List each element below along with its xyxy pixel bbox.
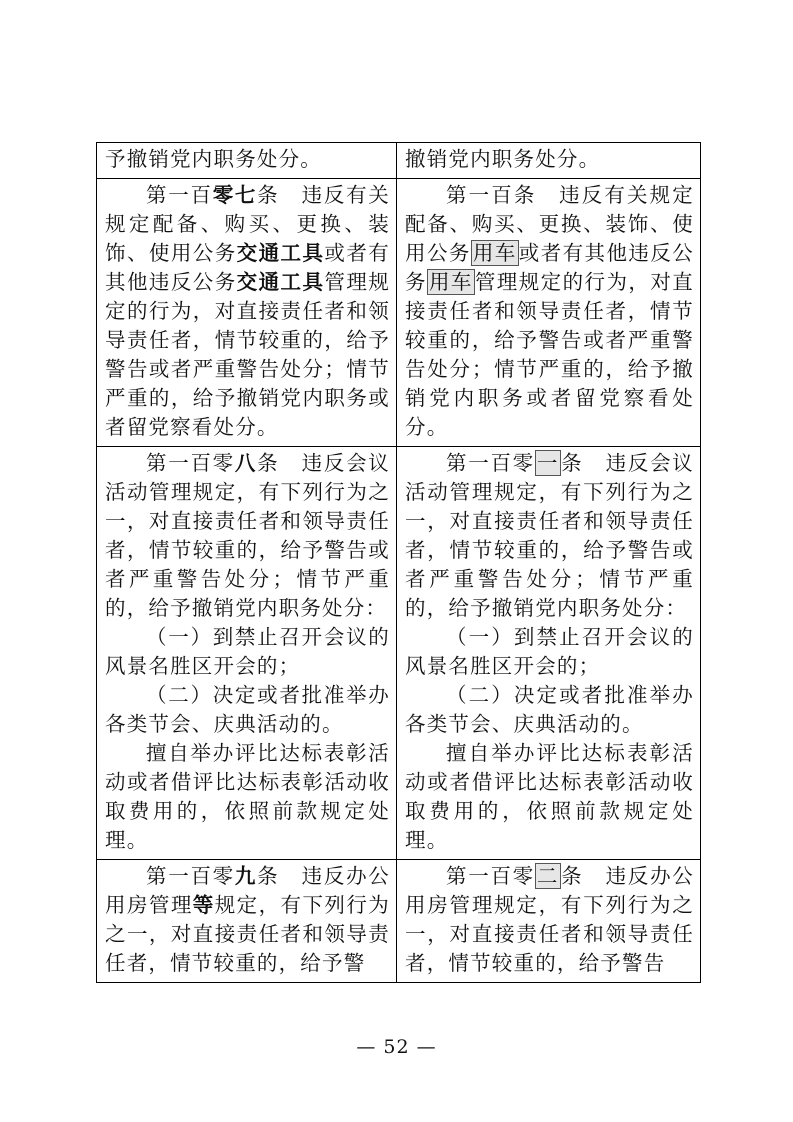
- revised-article-cell: [97, 179, 397, 447]
- article-paragraph: [405, 449, 694, 623]
- changed-text-bold: 八: [234, 451, 258, 475]
- page-number: — 52 —: [356, 1036, 437, 1058]
- changed-text-bold: 九: [234, 864, 258, 888]
- text-segment: 撤销党内职务处分。: [405, 147, 601, 171]
- comparison-table-body: [97, 143, 701, 983]
- changed-text-boxed: 用车: [472, 241, 517, 265]
- original-article-cell: [397, 447, 701, 860]
- revised-article-cell: [97, 447, 397, 860]
- text-segment: 第一百零: [446, 864, 535, 888]
- table-row: [97, 447, 701, 860]
- text-segment: 条 违反会议活动管理规定，有下列行为之一，对直接责任者和领导责任者，情节较重的，给予警告或者严重警告处分；情节严重的，给予撤销党内职务处分：: [405, 451, 694, 620]
- table-row: [97, 143, 701, 179]
- text-segment: 或者有其他违反公务: [405, 241, 694, 294]
- text-segment: （二）决定或者批准举办各类节会、庆典活动的。: [405, 683, 694, 736]
- article-paragraph: [405, 862, 694, 978]
- revised-article-cell: [97, 860, 397, 983]
- article-paragraph: [405, 623, 694, 681]
- text-segment: 第一百零: [446, 451, 535, 475]
- text-segment: 第一百: [146, 183, 213, 207]
- text-segment: 第一百条 违反有关规定配备、购买、更换、装饰、使用公务: [405, 183, 694, 265]
- table-row: [97, 179, 701, 447]
- text-segment: 条 违反会议活动管理规定，有下列行为之一，对直接责任者和领导责任者，情节较重的，给予警告或者严重警告处分；情节严重的，给予撤销党内职务处分：: [105, 451, 390, 620]
- article-paragraph: [405, 739, 694, 855]
- text-segment: （一）到禁止召开会议的风景名胜区开会的；: [405, 625, 694, 678]
- changed-text-boxed: 用车: [428, 270, 473, 294]
- changed-text-bold: 交通工具: [236, 241, 325, 265]
- article-paragraph: [105, 681, 390, 739]
- text-segment: 管理规定的行为，对直接责任者和领导责任者，情节较重的，给予警告或者严重警告处分；情节严重的，给予撤销党内职务或者留党察看处分。: [405, 270, 695, 439]
- text-segment: 或者有其他违反公务: [105, 241, 390, 294]
- comparison-table: [96, 142, 701, 983]
- text-segment: 擅自举办评比达标表彰活动或者借评比达标表彰活动收取费用的，依照前款规定处理。: [405, 741, 694, 852]
- original-article-cell: [397, 143, 701, 179]
- text-segment: 条 违反办公用房管理: [105, 864, 390, 917]
- article-paragraph: [405, 181, 694, 442]
- article-paragraph: [105, 449, 390, 623]
- text-segment: （一）到禁止召开会议的风景名胜区开会的；: [105, 625, 390, 678]
- text-segment: 条 违反有关规定配备、购买、更换、装饰、使用公务: [105, 183, 390, 265]
- article-paragraph: [405, 681, 694, 739]
- article-paragraph: [105, 623, 390, 681]
- text-segment: 第一百零: [146, 451, 235, 475]
- text-segment: 管理规定的行为，对直接责任者和领导责任者，情节较重的，给予警告或者严重警告处分；情节严重的，给予撤销党内职务或者留党察看处分。: [105, 270, 390, 439]
- changed-text-bold: 零七: [212, 183, 258, 207]
- changed-text-bold: 交通工具: [236, 270, 325, 294]
- text-segment: 第一百零: [146, 864, 235, 888]
- original-article-cell: [397, 179, 701, 447]
- article-paragraph: [105, 739, 390, 855]
- article-paragraph: [105, 862, 390, 978]
- changed-text-boxed: 二: [536, 864, 560, 888]
- changed-text-boxed: 一: [536, 451, 560, 475]
- text-segment: 规定，有下列行为之一，对直接责任者和领导责任者，情节较重的，给予警: [105, 893, 390, 975]
- text-segment: 擅自举办评比达标表彰活动或者借评比达标表彰活动收取费用的，依照前款规定处理。: [105, 741, 390, 852]
- revised-article-cell: [97, 143, 397, 179]
- text-segment: 予撤销党内职务处分。: [105, 147, 322, 171]
- changed-text-bold: 等: [192, 893, 215, 917]
- original-article-cell: [397, 860, 701, 983]
- article-paragraph: [105, 181, 390, 442]
- text-segment: 条 违反办公用房管理规定，有下列行为之一，对直接责任者和领导责任者，情节较重的，给予警告: [405, 864, 694, 975]
- article-paragraph: [105, 145, 390, 174]
- table-row: [97, 860, 701, 983]
- article-paragraph: [405, 145, 694, 174]
- text-segment: （二）决定或者批准举办各类节会、庆典活动的。: [105, 683, 390, 736]
